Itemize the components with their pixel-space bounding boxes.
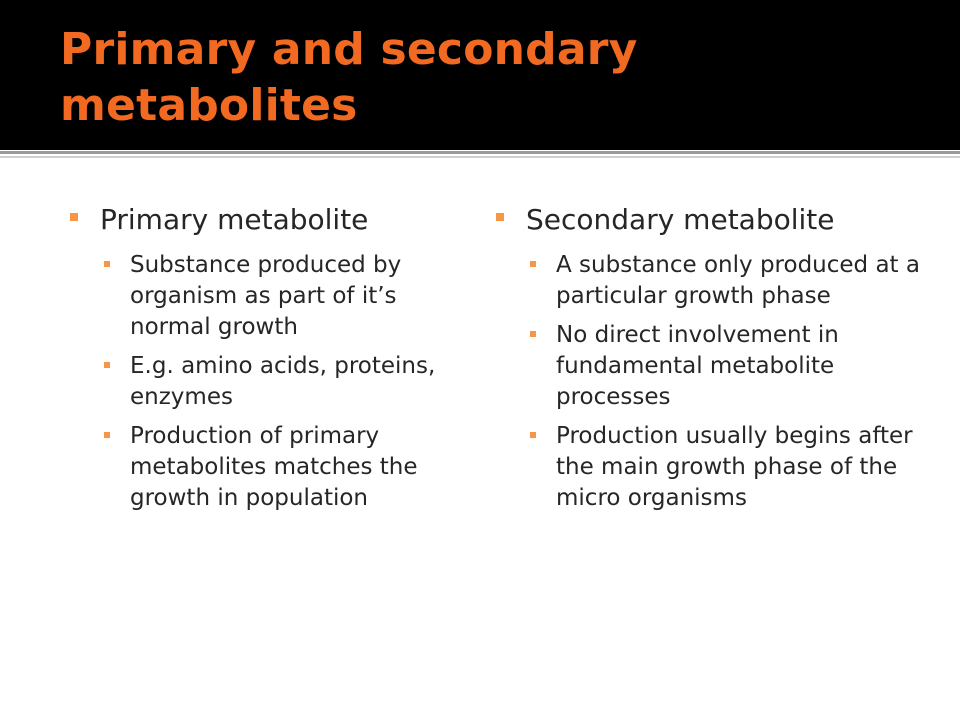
square-bullet-icon bbox=[496, 213, 504, 221]
list-item-text: Production usually begins after the main growth phase of the micro organisms bbox=[556, 423, 913, 511]
list-item-text: Production of primary metabolites matches the growth in population bbox=[130, 423, 418, 511]
right-bullet-list bbox=[496, 250, 936, 514]
square-bullet-icon bbox=[104, 432, 110, 438]
list-item-text: Substance produced by organism as part of it’s normal growth bbox=[130, 252, 402, 340]
left-column bbox=[70, 200, 470, 522]
list-item bbox=[70, 421, 470, 514]
square-bullet-icon bbox=[530, 261, 536, 267]
left-heading: Primary metabolite bbox=[100, 203, 369, 236]
list-item-text: No direct involvement in fundamental metabolite processes bbox=[556, 322, 839, 410]
square-bullet-icon bbox=[530, 432, 536, 438]
square-bullet-icon bbox=[530, 331, 536, 337]
square-bullet-icon bbox=[104, 362, 110, 368]
list-item bbox=[70, 351, 470, 413]
list-item-text: A substance only produced at a particular growth phase bbox=[556, 252, 920, 309]
left-heading-row bbox=[70, 200, 470, 240]
title-divider bbox=[0, 151, 960, 154]
square-bullet-icon bbox=[70, 213, 78, 221]
list-item bbox=[70, 250, 470, 343]
list-item bbox=[496, 320, 936, 413]
right-heading: Secondary metabolite bbox=[526, 203, 835, 236]
left-bullet-list bbox=[70, 250, 470, 514]
square-bullet-icon bbox=[104, 261, 110, 267]
slide-title: Primary and secondary metabolites bbox=[60, 24, 638, 131]
list-item bbox=[496, 421, 936, 514]
title-divider-secondary bbox=[0, 156, 960, 158]
title-bar bbox=[0, 0, 960, 150]
list-item bbox=[496, 250, 936, 312]
list-item-text: E.g. amino acids, proteins, enzymes bbox=[130, 353, 436, 410]
right-column bbox=[496, 200, 936, 522]
right-heading-row bbox=[496, 200, 936, 240]
